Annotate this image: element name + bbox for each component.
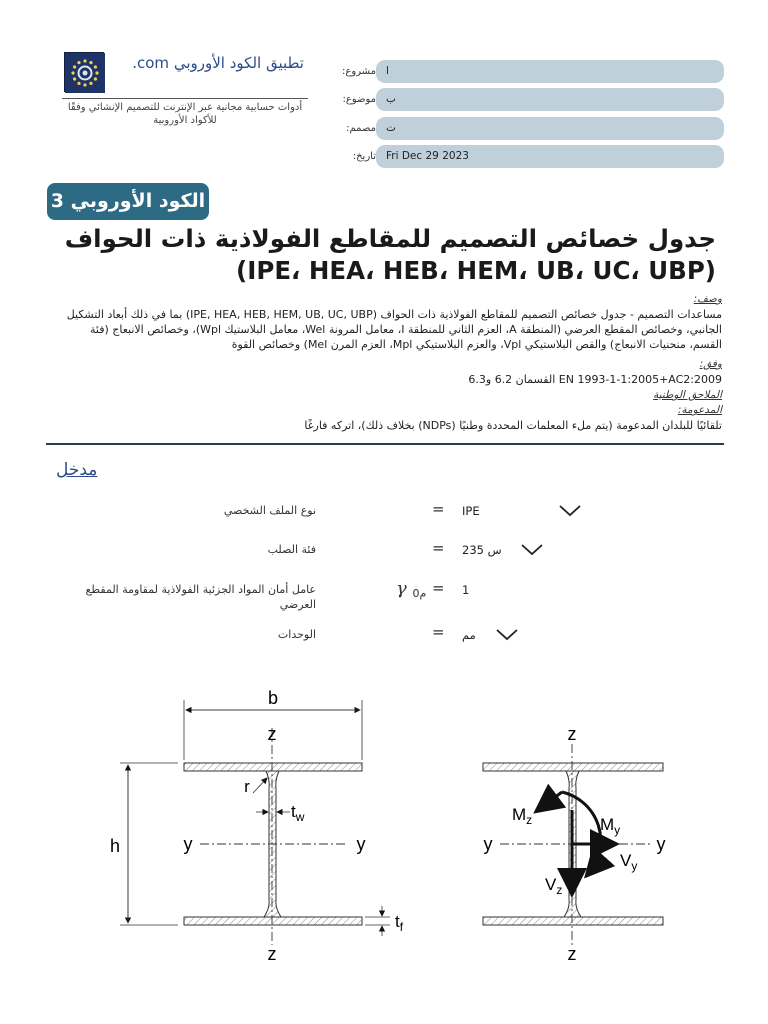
national-annex-heading: الملاحق الوطنية [653,389,722,401]
description-heading: وصف: [693,293,722,305]
compliance-heading: وفق: [699,358,722,370]
logo-title-text: تطبيق الكود الأوروبي [173,54,304,72]
designer-label: مصمم: [346,123,376,134]
date-row [330,145,724,168]
logo-divider [62,98,308,99]
eu-stars-logo-icon [64,52,104,92]
units-value[interactable]: مم [462,628,476,642]
site-logo[interactable] [64,52,310,94]
chevron-down-icon[interactable] [558,504,582,518]
designer-row [330,117,724,140]
vy-label: $V_y$ [620,851,638,873]
tf-label: $t_f$ [395,912,404,934]
bottom-flange [483,917,663,925]
input-section-title: مدخل [56,460,98,480]
tw-label: $t_w$ [291,802,305,824]
i-section-diagram [0,680,768,970]
gamma-symbol [396,578,426,600]
r-label: r [244,777,250,796]
logo-com-text: .com [132,54,170,72]
z-label-top: z [567,724,577,744]
project-label: مشروع: [342,66,376,77]
units-label: الوحدات [277,628,316,641]
national-annex-block [56,388,722,433]
subject-row [330,88,724,111]
y-label-right: y [656,834,666,854]
subject-input[interactable]: ب [376,88,724,111]
supported-text: تلقائيًا للبلدان المدعومة (يتم ملء المعلمات المحددة وطنيًا (NDPs) بخلاف ذلك)، اتركه فارغًا [304,419,722,432]
z-label-bottom: z [267,944,277,964]
designer-input[interactable]: ت [376,117,724,140]
y-label-right: y [356,834,366,854]
y-label-left: y [483,834,493,854]
description-text: مساعدات التصميم - جدول خصائص التصميم للمقاطع الفولاذية ذات الحواف (IPE, HEA, HEB, HEM, UB, UC, UBP) بما في ذلك أبعاد التشكيل الجانبي، وخصائص المقطع العرضي (المنطقة A، العزم الثاني للمنطقة I، معامل المرونة Wel، معامل البلاستيك Wpl)، وخصائص الانبعاج (فئة القسم، منحنيات الانبعاج) والقص البلاستيكي Vpl، والعزم البلاستيكي Mpl، العزم المرن Mel) وخصائص القوة [66,308,722,351]
gamma-subscript: م0 [412,587,427,600]
z-label-top: z [267,724,277,744]
equals-sign: = [432,500,445,518]
section-divider [46,443,724,445]
safety-factor-label: عامل أمان المواد الجزئية الفولاذية لمقاومة المقطع العرضي [85,583,316,611]
mz-label: $M_z$ [512,805,533,827]
profile-type-label: نوع الملف الشخصي [223,504,316,517]
logo-tagline: أدوات حسابية مجانية عبر الإنترنت للتصميم الإنشائي وفقًا للأكواد الأوروبية [67,102,303,126]
bottom-flange [184,917,362,925]
my-label: $M_y$ [600,815,621,837]
y-label-left: y [183,834,193,854]
moment-mz-arrow [538,792,562,810]
section-forces-figure [483,724,666,964]
steel-grade-value[interactable]: س 235 [462,543,502,557]
z-label-bottom: z [567,944,577,964]
description-block [56,292,722,352]
project-input[interactable]: ا [376,60,724,83]
date-input[interactable]: Fri Dec 29 2023 [376,145,724,168]
section-geometry-figure [110,688,404,964]
vz-label: $V_z$ [545,875,563,897]
h-label: h [109,836,121,856]
equals-sign: = [432,623,445,641]
b-label: b [267,688,279,708]
logo-title [112,54,304,72]
moment-my-arrow [562,792,601,874]
compliance-text: EN 1993-1-1:2005+AC2:2009 القسمان 6.2 و6.3 [468,373,722,386]
eurocode-badge: الكود الأوروبي 3 [47,183,209,220]
page-title: جدول خصائص التصميم للمقاطع الفولاذية ذات الحواف (IPE، HEA، HEB، HEM، UB، UC، UBP) [64,224,716,285]
profile-type-value[interactable]: IPE [462,504,480,518]
safety-factor-value[interactable]: 1 [462,583,470,597]
top-flange [184,763,362,771]
equals-sign: = [432,539,445,557]
gamma-letter: γ [396,578,407,599]
subject-label: موضوع: [342,94,376,105]
chevron-down-icon[interactable] [520,543,544,557]
date-label: تاريخ: [352,151,376,162]
equals-sign: = [432,579,445,597]
steel-grade-label: فئة الصلب [267,543,316,556]
chevron-down-icon[interactable] [495,628,519,642]
project-row [330,60,724,83]
supported-heading: المدعومة: [677,404,722,416]
top-flange [483,763,663,771]
compliance-block [56,357,722,387]
